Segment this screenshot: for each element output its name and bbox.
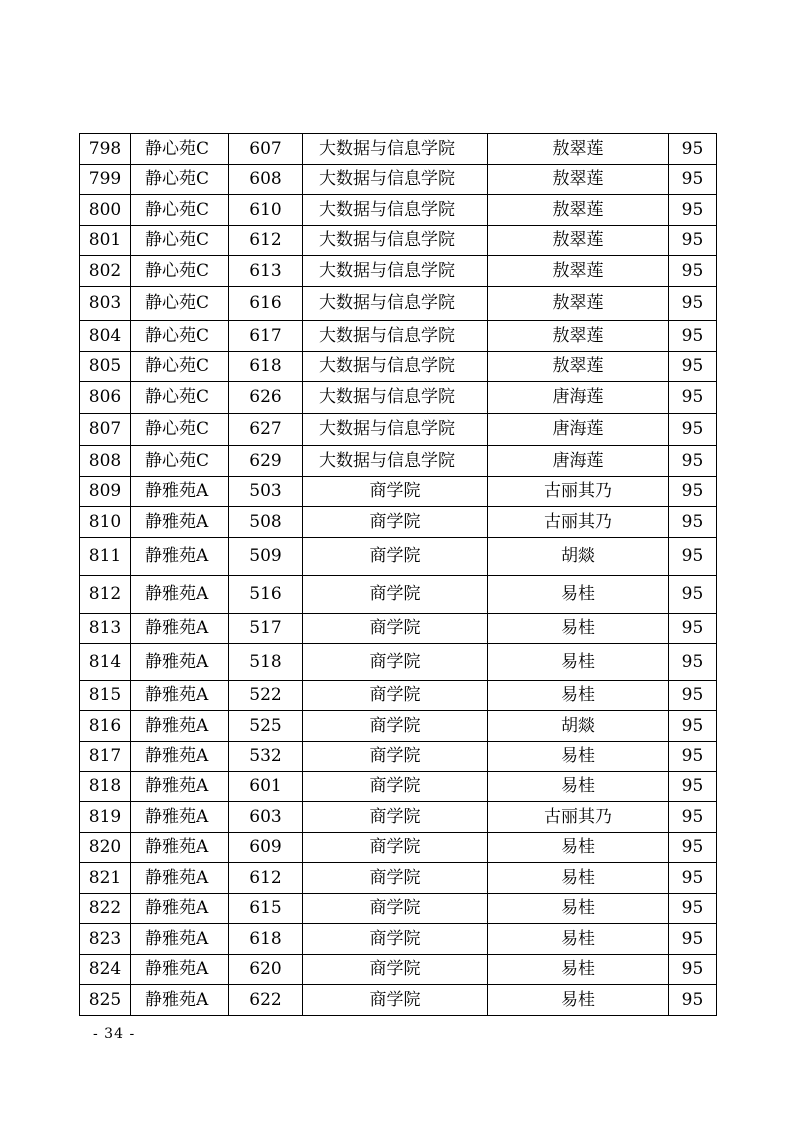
cell-college: 商学院: [303, 772, 488, 802]
cell-no: 817: [80, 742, 131, 772]
cell-building: 静心苑C: [131, 256, 229, 287]
table-row: [80, 414, 717, 446]
cell-building: 静雅苑A: [131, 614, 229, 644]
cell-counselor: 敖翠莲: [488, 195, 669, 226]
cell-no: 815: [80, 681, 131, 711]
table-row: [80, 446, 717, 477]
cell-no: 825: [80, 985, 131, 1016]
table-row: [80, 195, 717, 226]
cell-no: 818: [80, 772, 131, 802]
cell-room: 518: [229, 644, 303, 681]
cell-room: 532: [229, 742, 303, 772]
cell-no: 802: [80, 256, 131, 287]
cell-counselor: 易桂: [488, 644, 669, 681]
cell-counselor: 易桂: [488, 742, 669, 772]
cell-room: 616: [229, 287, 303, 321]
cell-room: 627: [229, 414, 303, 446]
cell-room: 508: [229, 507, 303, 538]
cell-college: 商学院: [303, 742, 488, 772]
cell-no: 801: [80, 226, 131, 256]
cell-college: 商学院: [303, 894, 488, 924]
cell-score: 95: [669, 644, 717, 681]
cell-score: 95: [669, 924, 717, 955]
cell-score: 95: [669, 477, 717, 507]
cell-room: 615: [229, 894, 303, 924]
cell-building: 静雅苑A: [131, 538, 229, 576]
cell-college: 大数据与信息学院: [303, 287, 488, 321]
cell-counselor: 敖翠莲: [488, 134, 669, 165]
cell-building: 静雅苑A: [131, 985, 229, 1016]
cell-building: 静雅苑A: [131, 924, 229, 955]
cell-counselor: 古丽其乃: [488, 802, 669, 833]
cell-counselor: 易桂: [488, 681, 669, 711]
cell-no: 810: [80, 507, 131, 538]
cell-no: 805: [80, 352, 131, 382]
cell-room: 503: [229, 477, 303, 507]
cell-room: 601: [229, 772, 303, 802]
cell-building: 静心苑C: [131, 352, 229, 382]
cell-room: 618: [229, 924, 303, 955]
cell-building: 静雅苑A: [131, 681, 229, 711]
cell-college: 大数据与信息学院: [303, 352, 488, 382]
cell-building: 静雅苑A: [131, 644, 229, 681]
cell-building: 静心苑C: [131, 414, 229, 446]
cell-counselor: 易桂: [488, 863, 669, 894]
cell-no: 811: [80, 538, 131, 576]
cell-room: 618: [229, 352, 303, 382]
cell-counselor: 易桂: [488, 576, 669, 614]
table-row: [80, 802, 717, 833]
cell-counselor: 易桂: [488, 924, 669, 955]
cell-counselor: 敖翠莲: [488, 256, 669, 287]
table-row: [80, 256, 717, 287]
table-row: [80, 833, 717, 863]
table-row: [80, 772, 717, 802]
cell-no: 799: [80, 165, 131, 195]
cell-no: 814: [80, 644, 131, 681]
records-table: [79, 133, 717, 1016]
cell-no: 813: [80, 614, 131, 644]
cell-college: 商学院: [303, 614, 488, 644]
page-number: - 34 -: [93, 1026, 136, 1042]
cell-score: 95: [669, 894, 717, 924]
cell-college: 商学院: [303, 507, 488, 538]
cell-college: 大数据与信息学院: [303, 195, 488, 226]
cell-score: 95: [669, 742, 717, 772]
cell-no: 820: [80, 833, 131, 863]
cell-counselor: 易桂: [488, 955, 669, 985]
table-row: [80, 538, 717, 576]
table-row: [80, 576, 717, 614]
cell-no: 824: [80, 955, 131, 985]
cell-room: 612: [229, 863, 303, 894]
cell-college: 大数据与信息学院: [303, 134, 488, 165]
cell-no: 804: [80, 321, 131, 352]
cell-score: 95: [669, 833, 717, 863]
cell-college: 大数据与信息学院: [303, 321, 488, 352]
cell-score: 95: [669, 352, 717, 382]
cell-no: 803: [80, 287, 131, 321]
table-row: [80, 477, 717, 507]
cell-college: 大数据与信息学院: [303, 446, 488, 477]
cell-room: 613: [229, 256, 303, 287]
cell-no: 806: [80, 382, 131, 414]
cell-score: 95: [669, 863, 717, 894]
cell-building: 静雅苑A: [131, 711, 229, 742]
cell-score: 95: [669, 287, 717, 321]
cell-building: 静雅苑A: [131, 772, 229, 802]
table-row: [80, 985, 717, 1016]
cell-score: 95: [669, 802, 717, 833]
cell-no: 822: [80, 894, 131, 924]
cell-building: 静心苑C: [131, 382, 229, 414]
cell-college: 商学院: [303, 681, 488, 711]
table-row: [80, 894, 717, 924]
cell-counselor: 易桂: [488, 833, 669, 863]
cell-score: 95: [669, 195, 717, 226]
cell-building: 静心苑C: [131, 165, 229, 195]
cell-no: 807: [80, 414, 131, 446]
table-row: [80, 742, 717, 772]
cell-counselor: 胡燚: [488, 711, 669, 742]
cell-college: 商学院: [303, 833, 488, 863]
cell-no: 821: [80, 863, 131, 894]
cell-room: 603: [229, 802, 303, 833]
cell-building: 静雅苑A: [131, 894, 229, 924]
cell-building: 静雅苑A: [131, 477, 229, 507]
cell-score: 95: [669, 446, 717, 477]
table-row: [80, 711, 717, 742]
cell-room: 609: [229, 833, 303, 863]
cell-room: 626: [229, 382, 303, 414]
cell-score: 95: [669, 256, 717, 287]
cell-counselor: 敖翠莲: [488, 321, 669, 352]
cell-college: 大数据与信息学院: [303, 414, 488, 446]
table-row: [80, 863, 717, 894]
cell-score: 95: [669, 321, 717, 352]
cell-college: 商学院: [303, 711, 488, 742]
cell-room: 622: [229, 985, 303, 1016]
cell-counselor: 易桂: [488, 985, 669, 1016]
cell-college: 商学院: [303, 538, 488, 576]
cell-counselor: 敖翠莲: [488, 287, 669, 321]
cell-building: 静雅苑A: [131, 742, 229, 772]
cell-college: 大数据与信息学院: [303, 165, 488, 195]
cell-counselor: 敖翠莲: [488, 352, 669, 382]
cell-building: 静雅苑A: [131, 833, 229, 863]
cell-counselor: 胡燚: [488, 538, 669, 576]
cell-building: 静心苑C: [131, 195, 229, 226]
table-row: [80, 924, 717, 955]
cell-room: 610: [229, 195, 303, 226]
cell-room: 608: [229, 165, 303, 195]
table-row: [80, 681, 717, 711]
cell-building: 静雅苑A: [131, 955, 229, 985]
cell-room: 629: [229, 446, 303, 477]
records-table-body: [80, 134, 717, 1016]
table-row: [80, 507, 717, 538]
cell-building: 静心苑C: [131, 134, 229, 165]
cell-room: 607: [229, 134, 303, 165]
cell-building: 静雅苑A: [131, 507, 229, 538]
cell-room: 517: [229, 614, 303, 644]
cell-college: 商学院: [303, 924, 488, 955]
cell-score: 95: [669, 507, 717, 538]
cell-score: 95: [669, 614, 717, 644]
cell-score: 95: [669, 681, 717, 711]
cell-counselor: 古丽其乃: [488, 507, 669, 538]
cell-score: 95: [669, 955, 717, 985]
table-row: [80, 287, 717, 321]
cell-building: 静雅苑A: [131, 576, 229, 614]
cell-score: 95: [669, 538, 717, 576]
table-row: [80, 165, 717, 195]
table-row: [80, 382, 717, 414]
cell-college: 商学院: [303, 802, 488, 833]
table-row: [80, 955, 717, 985]
cell-no: 809: [80, 477, 131, 507]
cell-counselor: 易桂: [488, 614, 669, 644]
cell-college: 商学院: [303, 955, 488, 985]
cell-college: 商学院: [303, 985, 488, 1016]
cell-college: 大数据与信息学院: [303, 256, 488, 287]
cell-counselor: 唐海莲: [488, 414, 669, 446]
cell-room: 522: [229, 681, 303, 711]
cell-room: 509: [229, 538, 303, 576]
table-row: [80, 614, 717, 644]
cell-score: 95: [669, 165, 717, 195]
cell-college: 商学院: [303, 644, 488, 681]
table-row: [80, 644, 717, 681]
cell-building: 静心苑C: [131, 446, 229, 477]
table-row: [80, 321, 717, 352]
cell-score: 95: [669, 576, 717, 614]
cell-score: 95: [669, 226, 717, 256]
cell-counselor: 敖翠莲: [488, 165, 669, 195]
cell-score: 95: [669, 711, 717, 742]
cell-no: 819: [80, 802, 131, 833]
cell-no: 812: [80, 576, 131, 614]
cell-building: 静心苑C: [131, 321, 229, 352]
cell-counselor: 易桂: [488, 894, 669, 924]
cell-college: 商学院: [303, 863, 488, 894]
cell-counselor: 古丽其乃: [488, 477, 669, 507]
cell-counselor: 敖翠莲: [488, 226, 669, 256]
cell-room: 516: [229, 576, 303, 614]
cell-room: 617: [229, 321, 303, 352]
cell-counselor: 易桂: [488, 772, 669, 802]
cell-building: 静心苑C: [131, 287, 229, 321]
cell-score: 95: [669, 985, 717, 1016]
cell-building: 静心苑C: [131, 226, 229, 256]
cell-college: 大数据与信息学院: [303, 226, 488, 256]
cell-score: 95: [669, 772, 717, 802]
cell-score: 95: [669, 382, 717, 414]
cell-no: 798: [80, 134, 131, 165]
cell-room: 620: [229, 955, 303, 985]
cell-counselor: 唐海莲: [488, 446, 669, 477]
table-row: [80, 352, 717, 382]
cell-room: 612: [229, 226, 303, 256]
cell-college: 商学院: [303, 576, 488, 614]
cell-building: 静雅苑A: [131, 802, 229, 833]
cell-score: 95: [669, 414, 717, 446]
cell-score: 95: [669, 134, 717, 165]
cell-no: 808: [80, 446, 131, 477]
cell-counselor: 唐海莲: [488, 382, 669, 414]
table-row: [80, 226, 717, 256]
table-row: [80, 134, 717, 165]
cell-college: 商学院: [303, 477, 488, 507]
cell-no: 816: [80, 711, 131, 742]
cell-no: 823: [80, 924, 131, 955]
cell-room: 525: [229, 711, 303, 742]
cell-no: 800: [80, 195, 131, 226]
cell-building: 静雅苑A: [131, 863, 229, 894]
cell-college: 大数据与信息学院: [303, 382, 488, 414]
